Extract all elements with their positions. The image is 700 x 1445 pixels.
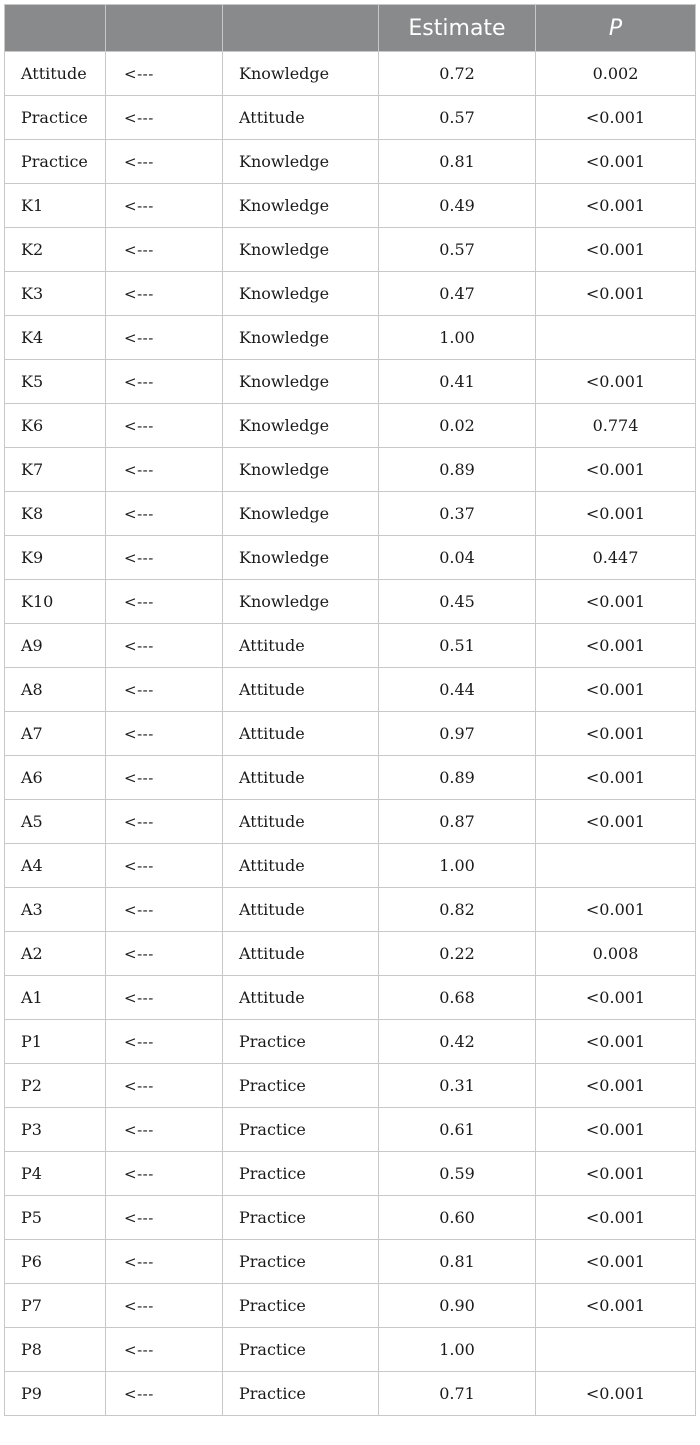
cell-arrow: <--- xyxy=(106,228,223,272)
cell-factor: Knowledge xyxy=(223,536,379,580)
cell-item: K9 xyxy=(5,536,106,580)
cell-factor: Attitude xyxy=(223,932,379,976)
cell-item: A1 xyxy=(5,976,106,1020)
cell-p-value: <0.001 xyxy=(536,976,696,1020)
cell-arrow: <--- xyxy=(106,1372,223,1416)
cell-arrow: <--- xyxy=(106,844,223,888)
cell-p-value: <0.001 xyxy=(536,140,696,184)
table-row xyxy=(5,1372,696,1416)
cell-p-value xyxy=(536,844,696,888)
cell-item: P9 xyxy=(5,1372,106,1416)
cell-arrow: <--- xyxy=(106,800,223,844)
cell-p-value: <0.001 xyxy=(536,1020,696,1064)
cell-arrow: <--- xyxy=(106,1152,223,1196)
cell-item: K4 xyxy=(5,316,106,360)
cell-item: K8 xyxy=(5,492,106,536)
cell-arrow: <--- xyxy=(106,668,223,712)
cell-item: K1 xyxy=(5,184,106,228)
cell-p-value: <0.001 xyxy=(536,448,696,492)
cell-arrow: <--- xyxy=(106,756,223,800)
cell-p-value: <0.001 xyxy=(536,96,696,140)
table-row xyxy=(5,1240,696,1284)
cell-p-value: 0.447 xyxy=(536,536,696,580)
cell-factor: Knowledge xyxy=(223,184,379,228)
cell-factor: Attitude xyxy=(223,888,379,932)
cell-p-value: <0.001 xyxy=(536,580,696,624)
header-row xyxy=(5,5,696,52)
cell-estimate: 0.41 xyxy=(379,360,536,404)
cell-arrow: <--- xyxy=(106,360,223,404)
table-row xyxy=(5,1064,696,1108)
table-row xyxy=(5,1020,696,1064)
cell-factor: Practice xyxy=(223,1108,379,1152)
cell-factor: Practice xyxy=(223,1020,379,1064)
cell-arrow: <--- xyxy=(106,448,223,492)
cell-factor: Knowledge xyxy=(223,228,379,272)
cell-factor: Practice xyxy=(223,1064,379,1108)
cell-factor: Knowledge xyxy=(223,140,379,184)
cell-item: P4 xyxy=(5,1152,106,1196)
cell-p-value: 0.774 xyxy=(536,404,696,448)
cell-p-value: <0.001 xyxy=(536,228,696,272)
cell-p-value xyxy=(536,316,696,360)
cell-item: K7 xyxy=(5,448,106,492)
cell-item: A7 xyxy=(5,712,106,756)
cell-estimate: 0.57 xyxy=(379,228,536,272)
cell-p-value: <0.001 xyxy=(536,1152,696,1196)
table-row xyxy=(5,1284,696,1328)
cell-arrow: <--- xyxy=(106,1240,223,1284)
cell-factor: Knowledge xyxy=(223,580,379,624)
cell-factor: Practice xyxy=(223,1284,379,1328)
cell-arrow: <--- xyxy=(106,580,223,624)
table-row xyxy=(5,536,696,580)
cell-item: P8 xyxy=(5,1328,106,1372)
cell-arrow: <--- xyxy=(106,1108,223,1152)
cell-estimate: 1.00 xyxy=(379,844,536,888)
cell-factor: Knowledge xyxy=(223,272,379,316)
cell-arrow: <--- xyxy=(106,404,223,448)
cell-factor: Attitude xyxy=(223,96,379,140)
cell-p-value: <0.001 xyxy=(536,1064,696,1108)
cell-estimate: 0.89 xyxy=(379,448,536,492)
cell-arrow: <--- xyxy=(106,1020,223,1064)
cell-estimate: 0.57 xyxy=(379,96,536,140)
cell-p-value: <0.001 xyxy=(536,668,696,712)
table-row xyxy=(5,1328,696,1372)
cell-arrow: <--- xyxy=(106,1064,223,1108)
header-cell-factor xyxy=(223,5,379,52)
cell-p-value: 0.002 xyxy=(536,52,696,96)
cell-p-value: <0.001 xyxy=(536,756,696,800)
table-row xyxy=(5,976,696,1020)
cell-factor: Knowledge xyxy=(223,492,379,536)
cell-p-value: <0.001 xyxy=(536,1240,696,1284)
cell-estimate: 0.51 xyxy=(379,624,536,668)
cell-factor: Practice xyxy=(223,1372,379,1416)
cell-arrow: <--- xyxy=(106,932,223,976)
cell-estimate: 0.37 xyxy=(379,492,536,536)
cell-arrow: <--- xyxy=(106,536,223,580)
table-row xyxy=(5,140,696,184)
cell-estimate: 0.49 xyxy=(379,184,536,228)
cell-p-value: <0.001 xyxy=(536,712,696,756)
header-cell-item xyxy=(5,5,106,52)
table-row xyxy=(5,624,696,668)
cell-p-value xyxy=(536,1328,696,1372)
table-body xyxy=(5,52,696,1416)
cell-p-value: <0.001 xyxy=(536,272,696,316)
cell-estimate: 1.00 xyxy=(379,1328,536,1372)
cell-factor: Knowledge xyxy=(223,316,379,360)
cell-arrow: <--- xyxy=(106,96,223,140)
table-row xyxy=(5,96,696,140)
cell-item: P2 xyxy=(5,1064,106,1108)
header-cell-estimate: Estimate xyxy=(379,5,536,52)
cell-factor: Practice xyxy=(223,1152,379,1196)
cell-item: Practice xyxy=(5,96,106,140)
cell-estimate: 0.31 xyxy=(379,1064,536,1108)
cell-factor: Attitude xyxy=(223,624,379,668)
cell-item: A9 xyxy=(5,624,106,668)
cell-estimate: 0.72 xyxy=(379,52,536,96)
cell-p-value: <0.001 xyxy=(536,360,696,404)
table-row xyxy=(5,932,696,976)
cell-estimate: 0.45 xyxy=(379,580,536,624)
cell-item: K6 xyxy=(5,404,106,448)
cell-item: A3 xyxy=(5,888,106,932)
table-row xyxy=(5,448,696,492)
cell-factor: Attitude xyxy=(223,976,379,1020)
cell-estimate: 0.81 xyxy=(379,1240,536,1284)
cell-estimate: 0.87 xyxy=(379,800,536,844)
cell-arrow: <--- xyxy=(106,140,223,184)
cell-estimate: 0.81 xyxy=(379,140,536,184)
cell-arrow: <--- xyxy=(106,492,223,536)
cell-estimate: 0.90 xyxy=(379,1284,536,1328)
cell-p-value: <0.001 xyxy=(536,1284,696,1328)
cell-estimate: 0.60 xyxy=(379,1196,536,1240)
header-cell-arrow xyxy=(106,5,223,52)
cell-estimate: 0.61 xyxy=(379,1108,536,1152)
table-row xyxy=(5,404,696,448)
cell-factor: Attitude xyxy=(223,668,379,712)
cell-p-value: <0.001 xyxy=(536,184,696,228)
cell-estimate: 0.59 xyxy=(379,1152,536,1196)
cell-estimate: 0.02 xyxy=(379,404,536,448)
cell-p-value: <0.001 xyxy=(536,888,696,932)
table-row xyxy=(5,1108,696,1152)
table-row xyxy=(5,844,696,888)
cell-estimate: 0.47 xyxy=(379,272,536,316)
table-row xyxy=(5,360,696,404)
cell-item: K10 xyxy=(5,580,106,624)
cell-item: A8 xyxy=(5,668,106,712)
cell-arrow: <--- xyxy=(106,1284,223,1328)
table-row xyxy=(5,888,696,932)
cell-factor: Attitude xyxy=(223,800,379,844)
cell-item: K2 xyxy=(5,228,106,272)
cell-arrow: <--- xyxy=(106,712,223,756)
cell-p-value: <0.001 xyxy=(536,1196,696,1240)
cell-p-value: <0.001 xyxy=(536,624,696,668)
cell-estimate: 0.42 xyxy=(379,1020,536,1064)
cell-estimate: 0.71 xyxy=(379,1372,536,1416)
cell-arrow: <--- xyxy=(106,316,223,360)
table-row xyxy=(5,756,696,800)
table-row xyxy=(5,1196,696,1240)
table-row xyxy=(5,1152,696,1196)
table-row xyxy=(5,52,696,96)
cell-item: A6 xyxy=(5,756,106,800)
cell-p-value: 0.008 xyxy=(536,932,696,976)
cell-estimate: 0.44 xyxy=(379,668,536,712)
cell-factor: Attitude xyxy=(223,756,379,800)
table-row xyxy=(5,712,696,756)
table-row xyxy=(5,580,696,624)
cell-arrow: <--- xyxy=(106,624,223,668)
cell-arrow: <--- xyxy=(106,184,223,228)
cell-factor: Knowledge xyxy=(223,448,379,492)
cell-arrow: <--- xyxy=(106,1328,223,1372)
table-row xyxy=(5,228,696,272)
cell-factor: Knowledge xyxy=(223,360,379,404)
cell-item: K5 xyxy=(5,360,106,404)
cell-arrow: <--- xyxy=(106,52,223,96)
cell-estimate: 0.89 xyxy=(379,756,536,800)
table-row xyxy=(5,272,696,316)
cell-factor: Knowledge xyxy=(223,404,379,448)
cell-factor: Attitude xyxy=(223,712,379,756)
cell-arrow: <--- xyxy=(106,1196,223,1240)
table-row xyxy=(5,316,696,360)
cell-estimate: 1.00 xyxy=(379,316,536,360)
cell-item: A5 xyxy=(5,800,106,844)
cell-item: A2 xyxy=(5,932,106,976)
cell-item: A4 xyxy=(5,844,106,888)
table-row xyxy=(5,668,696,712)
cell-item: P7 xyxy=(5,1284,106,1328)
cell-estimate: 0.82 xyxy=(379,888,536,932)
sem-estimates-table xyxy=(4,4,696,1416)
cell-arrow: <--- xyxy=(106,976,223,1020)
cell-p-value: <0.001 xyxy=(536,492,696,536)
cell-estimate: 0.22 xyxy=(379,932,536,976)
cell-factor: Practice xyxy=(223,1328,379,1372)
table-row xyxy=(5,184,696,228)
cell-factor: Attitude xyxy=(223,844,379,888)
cell-item: K3 xyxy=(5,272,106,316)
cell-item: P5 xyxy=(5,1196,106,1240)
cell-p-value: <0.001 xyxy=(536,1108,696,1152)
cell-estimate: 0.68 xyxy=(379,976,536,1020)
cell-item: P6 xyxy=(5,1240,106,1284)
cell-estimate: 0.04 xyxy=(379,536,536,580)
cell-item: Attitude xyxy=(5,52,106,96)
cell-p-value: <0.001 xyxy=(536,1372,696,1416)
cell-item: P1 xyxy=(5,1020,106,1064)
table-row xyxy=(5,492,696,536)
cell-factor: Knowledge xyxy=(223,52,379,96)
cell-p-value: <0.001 xyxy=(536,800,696,844)
cell-item: Practice xyxy=(5,140,106,184)
header-cell-p: P xyxy=(536,5,696,52)
cell-arrow: <--- xyxy=(106,272,223,316)
cell-factor: Practice xyxy=(223,1196,379,1240)
table-row xyxy=(5,800,696,844)
cell-item: P3 xyxy=(5,1108,106,1152)
cell-arrow: <--- xyxy=(106,888,223,932)
cell-estimate: 0.97 xyxy=(379,712,536,756)
cell-factor: Practice xyxy=(223,1240,379,1284)
